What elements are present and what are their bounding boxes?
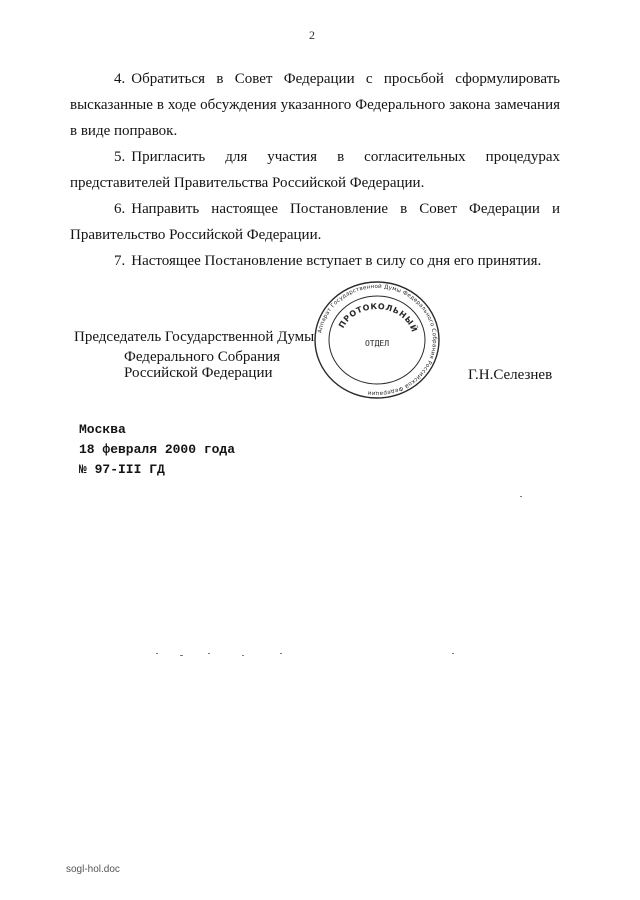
document-date: 18 февраля 2000 года	[79, 442, 236, 457]
paragraph-text: Настоящее Постановление вступает в силу со дня его принятия.	[131, 253, 542, 269]
signatory-title-line3: Российской Федерации	[124, 365, 273, 381]
paragraph-number: 7.	[114, 253, 126, 269]
scan-speck	[452, 653, 454, 654]
paragraph-text: Пригласить для участия в согласительных процедурах представителей Правительства Российской Федерации.	[70, 149, 560, 191]
signatory-title-line1: Председатель Государственной Думы	[74, 329, 315, 345]
footer-filename: sogl-hol.doc	[66, 864, 120, 875]
seal-center-text: ОТДЕЛ	[364, 339, 390, 348]
scan-speck	[242, 655, 244, 656]
paragraph-number: 6.	[114, 201, 126, 217]
scan-speck	[156, 653, 158, 654]
seal-inner-arc-text: ПРОТОКОЛЬНЫЙ	[336, 301, 420, 334]
paragraph-text: Обратиться в Совет Федерации с просьбой сформулировать высказанные в ходе обсуждения указанного Федерального закона замечания в виде поправок.	[70, 71, 560, 139]
paragraph-6	[70, 196, 560, 248]
scan-speck	[208, 653, 210, 654]
document-number: № 97-III ГД	[79, 462, 165, 477]
official-seal	[312, 280, 442, 400]
scan-speck	[280, 653, 282, 654]
paragraph-number: 5.	[114, 149, 126, 165]
paragraph-5	[70, 144, 560, 196]
paragraph-7	[70, 248, 560, 274]
paragraph-number: 4.	[114, 71, 126, 87]
seal-outer-text: Аппарат Государственной Думы Федерального Собрания Российской Федерации	[317, 283, 438, 397]
scan-speck	[520, 496, 522, 497]
page-number: 2	[309, 28, 315, 42]
paragraph-4	[70, 66, 560, 144]
place-city: Москва	[79, 422, 126, 437]
scan-speck	[180, 655, 183, 656]
paragraph-text: Направить настоящее Постановление в Совет Федерации и Правительство Российской Федерации.	[70, 201, 560, 243]
signatory-name: Г.Н.Селезнев	[468, 367, 553, 383]
signatory-title-line2: Федерального Собрания	[124, 349, 281, 365]
